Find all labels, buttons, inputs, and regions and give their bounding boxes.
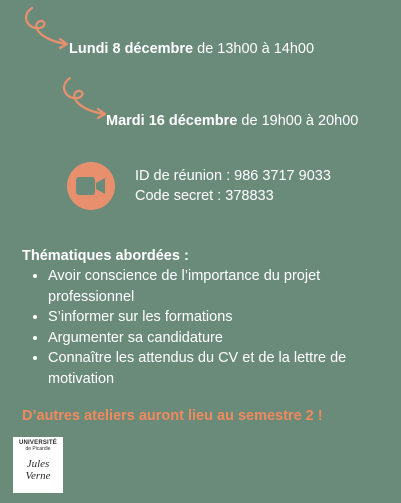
session-day: Mardi 16 décembre bbox=[106, 113, 238, 129]
logo-signature: Jules Verne bbox=[25, 458, 51, 482]
logo-line-1: UNIVERSITÉ bbox=[18, 440, 57, 446]
curly-arrow-icon bbox=[18, 6, 70, 52]
list-item: • Connaître les attendus du CV et de la lettre de motivation bbox=[48, 348, 392, 389]
themes-list bbox=[22, 266, 392, 389]
logo-line-2: de Picardie bbox=[25, 446, 51, 452]
themes-title: Thématiques abordées : bbox=[22, 248, 189, 264]
session-2 bbox=[106, 113, 358, 129]
session-day: Lundi 8 décembre bbox=[69, 41, 194, 57]
meeting-code: Code secret : 378833 bbox=[135, 188, 274, 204]
session-time: de 13h00 à 14h00 bbox=[197, 41, 315, 57]
session-time: de 19h00 à 20h00 bbox=[241, 113, 359, 129]
meeting-info bbox=[135, 166, 331, 206]
meeting-id: ID de réunion : 986 3717 9033 bbox=[135, 168, 331, 184]
curly-arrow-icon bbox=[56, 76, 108, 122]
session-1 bbox=[69, 41, 314, 57]
video-camera-badge bbox=[67, 162, 115, 210]
list-item: • Avoir conscience de l’importance du projet professionnel bbox=[48, 266, 392, 307]
list-item: • Argumenter sa candidature bbox=[48, 328, 392, 349]
video-camera-icon bbox=[76, 176, 106, 196]
university-logo bbox=[13, 437, 63, 493]
list-item: • S’informer sur les formations bbox=[48, 307, 392, 328]
themes-section bbox=[22, 248, 392, 389]
semester-note: D’autres ateliers auront lieu au semestre 2 ! bbox=[22, 408, 323, 424]
